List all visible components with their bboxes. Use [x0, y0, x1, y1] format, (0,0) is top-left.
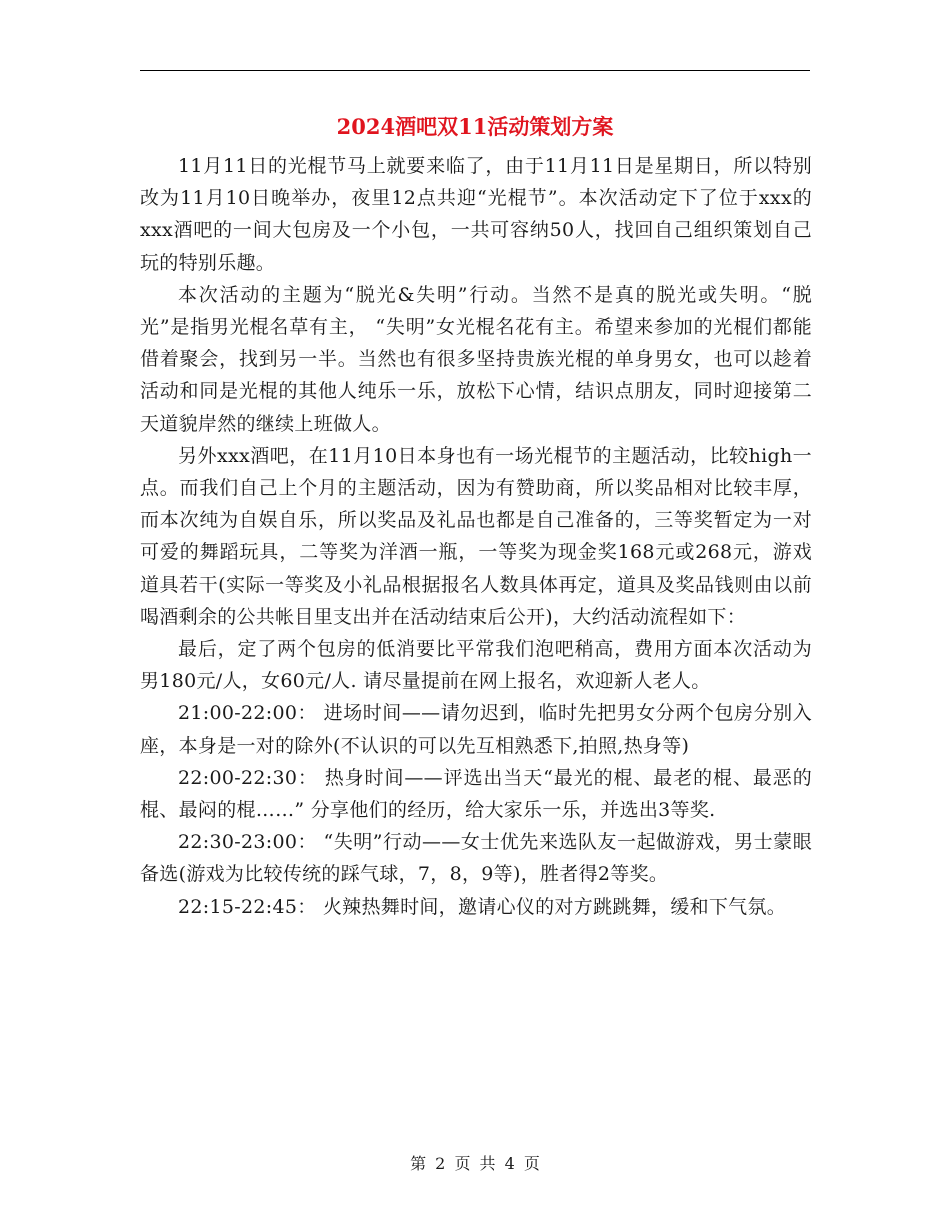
document-title: 2024酒吧双11活动策划方案 [336, 114, 614, 139]
paragraph-theme: 本次活动的主题为“脱光&失明”行动。当然不是真的脱光或失明。“脱光”是指男光棍名草有主， “失明”女光棍名花有主。希望来参加的光棍们都能借着聚会，找到另一半。当然也有很多坚持贵族光棍的单身男女，也可以趁着活动和同是光棍的其他人纯乐一乐，放松下心情，结识点朋友，同时迎接第二天道貌岸然的继续上班做人。 [140, 283, 812, 435]
paragraph-prizes: 另外xxx酒吧，在11月10日本身也有一场光棍节的主题活动，比较high一点。而我们自己上个月的主题活动，因为有赞助商，所以奖品相对比较丰厚，而本次纯为自娱自乐，所以奖品及礼品也都是自己准备的，三等奖暂定为一对可爱的舞蹈玩具，二等奖为洋酒一瓶，一等奖为现金奖168元或268元，游戏道具若干(实际一等奖及小礼品根据报名人数具体再定，道具及奖品钱则由以前喝酒剩余的公共帐目里支出并在活动结束后公开)，大约活动流程如下： [140, 444, 812, 628]
paragraph-fees: 最后，定了两个包房的低消要比平常我们泡吧稍高，费用方面本次活动为男180元/人，女60元/人. 请尽量提前在网上报名，欢迎新人老人。 [140, 638, 812, 693]
schedule-item-warmup: 22:00-22:30： 热身时间——评选出当天“最光的棍、最老的棍、最恶的棍、最闷的棍……” 分享他们的经历，给大家乐一乐，并选出3等奖. [140, 766, 812, 822]
schedule-item-dance: 22:15-22:45： 火辣热舞时间，邀请心仪的对方跳跳舞，缓和下气氛。 [178, 895, 787, 918]
document-body [140, 150, 812, 923]
schedule-item-blind-game: 22:30-23:00： “失明”行动——女士优先来选队友一起做游戏，男士蒙眼备选(游戏为比较传统的踩气球，7，8，9等)，胜者得2等奖。 [140, 831, 812, 886]
schedule-item-entry: 21:00-22:00： 进场时间——请勿迟到，临时先把男女分两个包房分别入座，本身是一对的除外(不认识的可以先互相熟悉下,拍照,热身等) [140, 702, 812, 757]
paragraph-intro: 11月11日的光棍节马上就要来临了，由于11月11日是星期日，所以特别改为11月10日晚举办，夜里12点共迎“光棍节”。本次活动定下了位于xxx的xxx酒吧的一间大包房及一个小包，一共可容纳50人，找回自己组织策划自己玩的特别乐趣。 [140, 155, 812, 274]
header-rule [140, 70, 810, 71]
page-number-footer: 第 2 页 共 4 页 [410, 1154, 540, 1173]
